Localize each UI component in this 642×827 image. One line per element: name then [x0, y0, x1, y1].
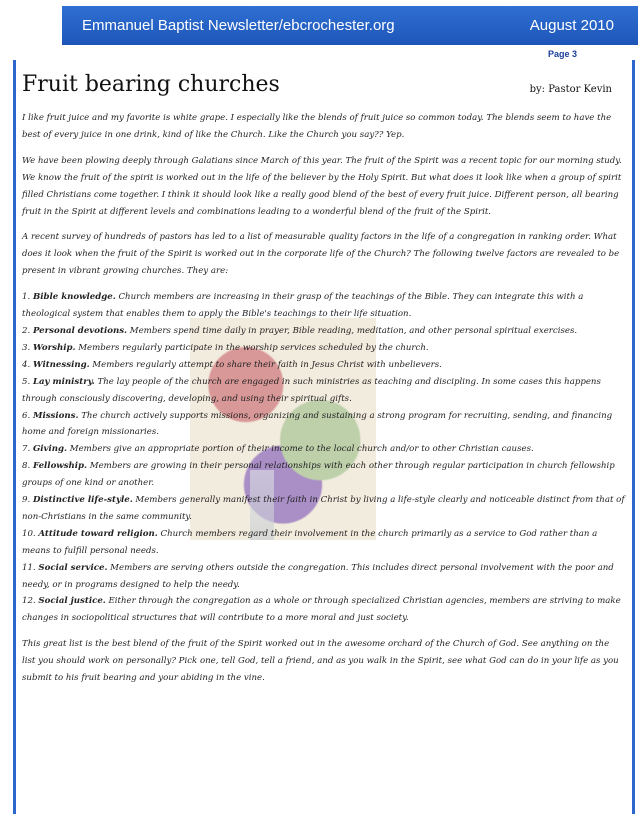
factor-term: Lay ministry.: [32, 376, 95, 387]
list-item: 9. Distinctive life-style. Members generally manifest their faith in Christ by living a life-style clearly and noticeable distinct from that of non-Christians in the same community.: [22, 495, 625, 522]
factor-term: Distinctive life-style.: [32, 495, 133, 506]
closing-paragraph: This great list is the best blend of the fruit of the Spirit worked out in the awesome orchard of the Church of God. See anything on the list you should work on personally? Pick one, tell God, tell a friend, and as you walk in the Spirit, see what God can do in your life as you submit to his fruit bearing and your abiding in the vine.: [22, 639, 619, 684]
list-item: 5. Lay ministry. The lay people of the church are engaged in such ministries as teaching and discipling. In some cases this happens through consciously discovering, developing, and using their spiritual gifts.: [22, 376, 601, 404]
factor-term: Missions.: [32, 410, 79, 421]
factor-term: Fellowship.: [32, 461, 88, 472]
list-item: 11. Social service. Members are serving others outside the congregation. This includes direct personal involvement with the poor and needy, or in programs designed to help the needy.: [22, 562, 614, 590]
article-byline: by: Pastor Kevin: [529, 84, 612, 95]
article-body: [22, 110, 625, 696]
factor-term: Witnessing.: [32, 359, 90, 370]
factor-term: Social service.: [38, 562, 108, 573]
list-item: 2. Personal devotions. Members spend time daily in prayer, Bible reading, meditation, and other personal spiritual exercises.: [22, 325, 578, 336]
factor-term: Attitude toward religion.: [38, 528, 158, 539]
factor-term: Bible knowledge.: [32, 292, 116, 303]
list-item: 12. Social justice. Either through the congregation as a whole or through specialized Christian agencies, members are striving to make changes in sociopolitical structures that will contribute to a more moral and just society.: [22, 596, 621, 624]
paragraph: A recent survey of hundreds of pastors has led to a list of measurable quality factors in the life of a congregation in ranking order. What does it look when the fruit of the Spirit is worked out in the corporate life of the Church? The following twelve factors are revealed to be present in vibrant growing churches. They are:: [22, 232, 620, 277]
paragraph: We have been plowing deeply through Galatians since March of this year. The fruit of the Spirit was a recent topic for our morning study. We know the fruit of the spirit is worked out in the life of the believer by the Holy Spirit. But what does it look like when a group of spirit filled Christians come together. I think it should look like a really good blend of the best of every fruit juice. Different person, all bearing fruit in the Spirit at different levels and combinations leading to a wonderful blend of the fruit of the Spirit.: [22, 155, 622, 217]
factor-term: Giving.: [32, 444, 68, 455]
list-item: 1. Bible knowledge. Church members are increasing in their grasp of the teachings of the Bible. They can integrate this with a theological system that enables them to apply the Bible's teachings to their life situation.: [22, 292, 584, 320]
factor-term: Personal devotions.: [32, 325, 128, 336]
issue-date: August 2010: [529, 17, 614, 34]
page-number: Page 3: [548, 49, 578, 59]
list-item: 3. Worship. Members regularly participate in the worship services scheduled by the church.: [22, 342, 429, 353]
factor-term: Worship.: [32, 342, 76, 353]
list-item: 10. Attitude toward religion. Church members regard their involvement in the church primarily as a service to God rather than a means to fulfill personal needs.: [22, 528, 598, 556]
list-item: 7. Giving. Members give an appropriate portion of their income to the local church and/or to other Christian causes.: [22, 444, 534, 455]
list-item: 4. Witnessing. Members regularly attempt to share their faith in Jesus Christ with unbelievers.: [22, 359, 442, 370]
list-item: 8. Fellowship. Members are growing in their personal relationships with each other through regular participation in church fellowship groups of one kind or another.: [22, 461, 615, 489]
newsletter-title: Emmanuel Baptist Newsletter/ebcrochester.org: [82, 17, 395, 34]
article-title: Fruit bearing churches: [22, 72, 280, 97]
list-item: 6. Missions. The church actively supports missions, organizing and sustaining a strong program for recruiting, sending, and financing home and foreign missionaries.: [22, 410, 613, 438]
newsletter-banner: [62, 6, 638, 45]
factor-list: [22, 289, 625, 627]
factor-term: Social justice.: [38, 596, 106, 607]
paragraph: I like fruit juice and my favorite is white grape. I especially like the blends of fruit juice so common today. The blends seem to have the best of every juice in one drink, kind of like the Church. Like the Church you say?? Yep.: [22, 113, 612, 140]
